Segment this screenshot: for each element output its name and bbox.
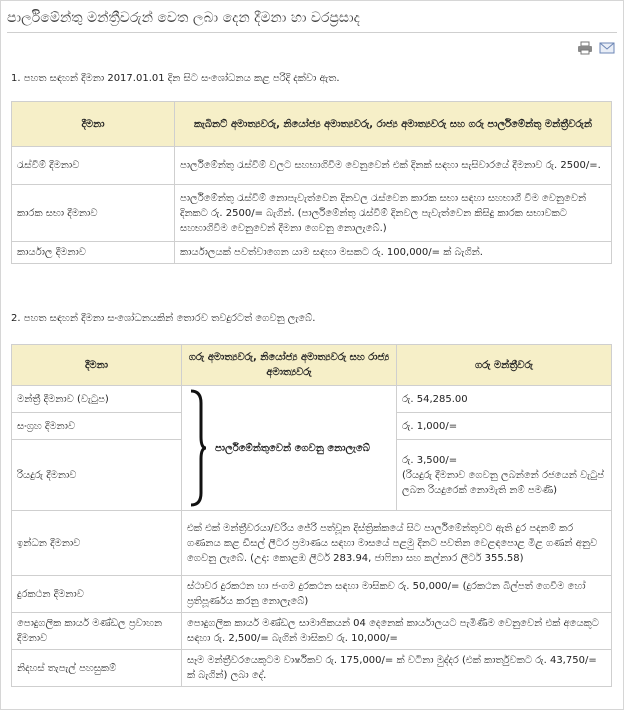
- row-value: සෑම මන්ත්‍රීවරයෙකුටම වාර්ෂිකව රු. 175,000/= ක් වටිනා මුද්දර (එක් කාර්තුවකට රු. 43,750/= ක් බැගින්) ලබා දේ.: [182, 650, 612, 687]
- row-label: නිදහස් තැපැල් පහසුකම්: [12, 650, 182, 687]
- header-ministers: ගරු අමාත්‍යවරු, නියෝජ්‍ය අමාත්‍යවරු සහ රාජ්‍ය අමාත්‍යවරු: [182, 345, 397, 386]
- table-row: [12, 185, 612, 242]
- row-value: රු. 1,000/=: [397, 413, 612, 440]
- row-label: පොදුගලික කාර්ය මණ්ඩල ප්‍රවාහන දීමනාව: [12, 613, 182, 650]
- header-ministers: කැබිනට් අමාත්‍යවරු, නියෝජ්‍ය අමාත්‍යවරු, රාජ්‍ය අමාත්‍යවරු සහ ගරු පාර්ලිමේන්තු මන්ත්‍රීවරුන්: [175, 102, 612, 147]
- brace-cell: [182, 386, 397, 511]
- table-row: [12, 650, 612, 687]
- header-allowance: දීමනා: [12, 345, 182, 386]
- row-value: ස්ථාවර දුරකථන හා ජංගම දුරකථන සඳහා මාසිකව රු. 50,000/= (දුරකථන බිල්පත් ගෙවීම හෝ ප්‍රතිපූර්ණය කරනු නොලැබේ): [182, 576, 612, 613]
- row-label: කාර්යාල දීමනාව: [12, 242, 175, 264]
- row-value: රු. 3,500/= (රියදුරු දීමනාව ගෙවනු ලබන්නේ රජයෙන් වැටුප් ලබන රියදුරෙක් නොමැති නම් පමණි): [397, 440, 612, 511]
- header-mps: ගරු මන්ත්‍රීවරු: [397, 345, 612, 386]
- table-row: [12, 386, 612, 413]
- page-title: පාර්ලිමේන්තු මන්ත්‍රීවරුන් වෙත ලබා දෙන දීමනා හා වරප්‍රසාද: [7, 6, 617, 33]
- header-allowance: දීමනා: [12, 102, 175, 147]
- table-row: [12, 613, 612, 650]
- not-paid-note: පාර්ලිමේන්තුවෙන් ගෙවනු නොලැබේ: [215, 442, 370, 454]
- row-value: එක් එක් මන්ත්‍රීවරයා/වරිය ජේරි පත්වූන දිස්ත්‍රික්කයේ සිට පාර්ලිමේන්තුවට ඇති දුර පදනම් කර ගණනය කළ ඩීසල් ලීටර ප්‍රමාණය සඳහා මාසයේ පළමු දිනට පවතින වෙළඳපොළ මිළ ගණන් අනුව ගෙවනු ලැබේ. (උදා: කොළඹ ලීටර් 283.94, ජාෆිනා සහ කල්නාර ලීටර් 355.58): [182, 511, 612, 576]
- table-row: [12, 242, 612, 264]
- row-value: පාර්ලිමේන්තු රැස්වීම් නොපැවැත්වෙන දිනවල රැස්වෙන කාරක සභා සඳහා සහභාගී වීම වෙනුවෙන් දිනකට රු. 2500/= බැගින්. (පාර්ලිමේන්තු රැස්වීම් දිනවල පැවැත්වෙන කිසිදු කාරක සභාවකට සහභාගිවීම වෙනුවෙන් දීමනා ගෙවනු නොලැබේ.): [175, 185, 612, 242]
- allowances-table-2: [11, 344, 612, 687]
- row-label: රියදුරු දීමනාව: [12, 440, 182, 511]
- toolbar: [577, 41, 615, 57]
- row-value: පොදුගලික කාර්ය මණ්ඩල සාමාජිකයන් 04 දෙනෙක් කාර්යාලයට පැමිණීම වෙනුවෙන් එක් අයෙකුට සඳහා රු. 2,500/= බැගින් මාසිකව රු. 10,000/=: [182, 613, 612, 650]
- row-label: සංග්‍රහ දීමනාව: [12, 413, 182, 440]
- table-header: [12, 102, 612, 147]
- printer-icon[interactable]: [577, 41, 593, 55]
- row-value: කාර්යාලයක් පවත්වාගෙන යාම සඳහා මසකට රු. 100,000/= ක් බැගින්.: [175, 242, 612, 264]
- row-label: ඉන්ධන දීමනාව: [12, 511, 182, 576]
- allowances-table-1: [11, 101, 612, 264]
- table-row: [12, 511, 612, 576]
- row-label: රැස්වීම් දීමනාව: [12, 147, 175, 185]
- email-icon[interactable]: [599, 41, 615, 55]
- row-label: කාරක සභා දීමනාව: [12, 185, 175, 242]
- table-row: [12, 147, 612, 185]
- row-label: මන්ත්‍රී දීමනාව (වැටුප): [12, 386, 182, 413]
- table-row: [12, 576, 612, 613]
- row-value: පාර්ලිමේන්තු රැස්වීම් වලට සහභාගිවීම වෙනුවෙන් එක් දිනක් සඳහා සැසිවාරයේ දීමනාව රු. 2500/=.: [175, 147, 612, 185]
- section1-intro: 1. පහත සඳහන් දීමනා 2017.01.01 දින සිට සංශෝධනය කළ පරිදි දක්වා ඇත.: [11, 73, 340, 84]
- row-label: දුරකථන දීමනාව: [12, 576, 182, 613]
- table-header: [12, 345, 612, 386]
- section2-intro: 2. පහත සඳහන් දීමනා සංශෝධනයකින් තොරව තවදුරටත් ගෙවනු ලැබේ.: [11, 313, 316, 324]
- row-value: රු. 54,285.00: [397, 386, 612, 413]
- curly-brace-icon: [187, 389, 207, 507]
